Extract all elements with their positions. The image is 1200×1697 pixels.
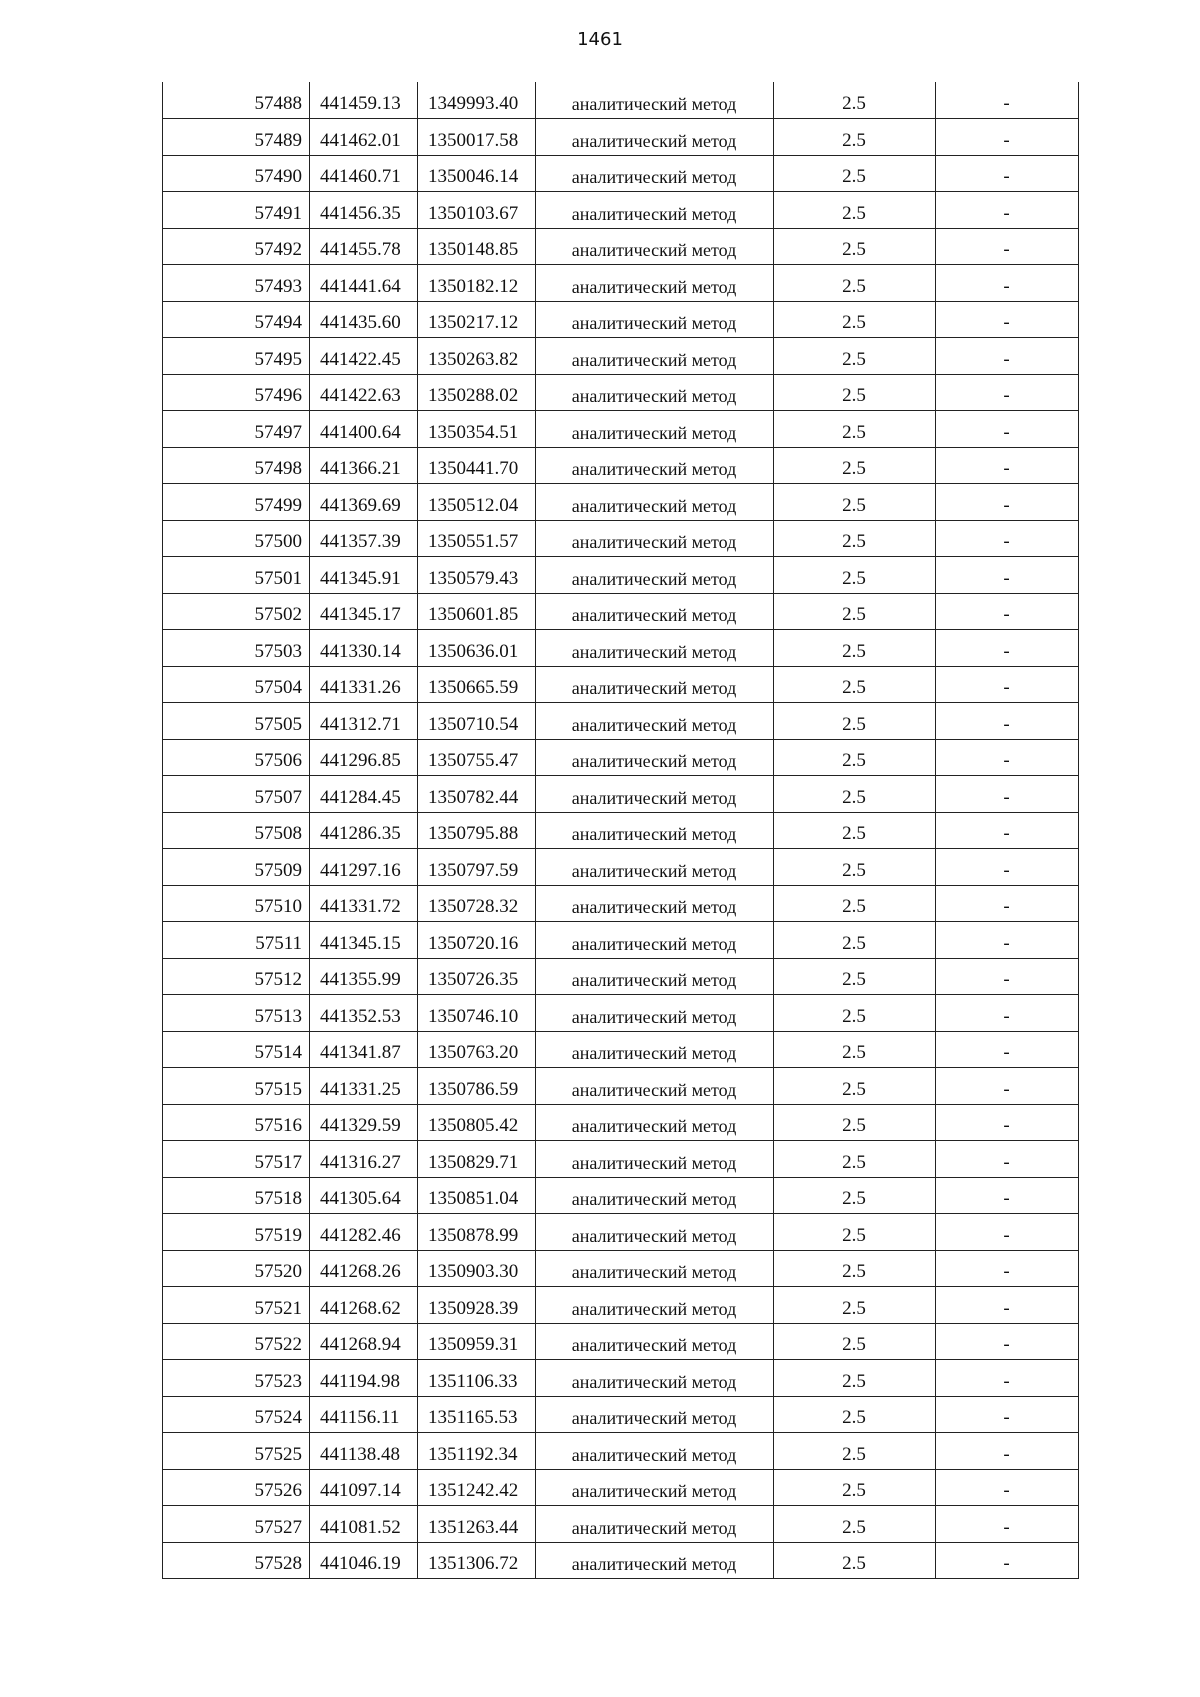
method-cell: аналитический метод	[536, 192, 774, 229]
x-coordinate-cell: 441331.72	[310, 885, 418, 922]
y-coordinate-cell: 1350217.12	[418, 301, 536, 338]
note-cell: -	[936, 995, 1079, 1032]
table-row	[163, 1396, 1079, 1433]
note-cell: -	[936, 1469, 1079, 1506]
point-number-cell: 57491	[163, 192, 310, 229]
accuracy-cell: 2.5	[774, 630, 936, 667]
y-coordinate-cell: 1350710.54	[418, 703, 536, 740]
table-row	[163, 1031, 1079, 1068]
accuracy-cell: 2.5	[774, 885, 936, 922]
table-row	[163, 301, 1079, 338]
y-coordinate-cell: 1349993.40	[418, 82, 536, 119]
method-cell: аналитический метод	[536, 703, 774, 740]
method-cell: аналитический метод	[536, 338, 774, 375]
note-cell: -	[936, 265, 1079, 302]
point-number-cell: 57525	[163, 1433, 310, 1470]
point-number-cell: 57516	[163, 1104, 310, 1141]
note-cell: -	[936, 1323, 1079, 1360]
point-number-cell: 57492	[163, 228, 310, 265]
method-cell: аналитический метод	[536, 1433, 774, 1470]
note-cell: -	[936, 703, 1079, 740]
y-coordinate-cell: 1350763.20	[418, 1031, 536, 1068]
point-number-cell: 57520	[163, 1250, 310, 1287]
point-number-cell: 57524	[163, 1396, 310, 1433]
point-number-cell: 57518	[163, 1177, 310, 1214]
accuracy-cell: 2.5	[774, 557, 936, 594]
table-row	[163, 1323, 1079, 1360]
note-cell: -	[936, 1433, 1079, 1470]
method-cell: аналитический метод	[536, 1031, 774, 1068]
y-coordinate-cell: 1350782.44	[418, 776, 536, 813]
point-number-cell: 57488	[163, 82, 310, 119]
method-cell: аналитический метод	[536, 447, 774, 484]
accuracy-cell: 2.5	[774, 739, 936, 776]
table-row	[163, 1433, 1079, 1470]
accuracy-cell: 2.5	[774, 1214, 936, 1251]
note-cell: -	[936, 119, 1079, 156]
note-cell: -	[936, 411, 1079, 448]
table-row	[163, 192, 1079, 229]
y-coordinate-cell: 1350551.57	[418, 520, 536, 557]
x-coordinate-cell: 441296.85	[310, 739, 418, 776]
table-row	[163, 1104, 1079, 1141]
x-coordinate-cell: 441046.19	[310, 1542, 418, 1579]
point-number-cell: 57523	[163, 1360, 310, 1397]
point-number-cell: 57511	[163, 922, 310, 959]
note-cell: -	[936, 812, 1079, 849]
x-coordinate-cell: 441345.91	[310, 557, 418, 594]
point-number-cell: 57504	[163, 666, 310, 703]
method-cell: аналитический метод	[536, 82, 774, 119]
accuracy-cell: 2.5	[774, 1469, 936, 1506]
x-coordinate-cell: 441456.35	[310, 192, 418, 229]
y-coordinate-cell: 1351106.33	[418, 1360, 536, 1397]
accuracy-cell: 2.5	[774, 1068, 936, 1105]
accuracy-cell: 2.5	[774, 1141, 936, 1178]
table-row	[163, 776, 1079, 813]
table-row	[163, 557, 1079, 594]
accuracy-cell: 2.5	[774, 1031, 936, 1068]
y-coordinate-cell: 1350878.99	[418, 1214, 536, 1251]
table-row	[163, 922, 1079, 959]
accuracy-cell: 2.5	[774, 374, 936, 411]
y-coordinate-cell: 1350354.51	[418, 411, 536, 448]
x-coordinate-cell: 441268.94	[310, 1323, 418, 1360]
y-coordinate-cell: 1350829.71	[418, 1141, 536, 1178]
point-number-cell: 57495	[163, 338, 310, 375]
x-coordinate-cell: 441097.14	[310, 1469, 418, 1506]
method-cell: аналитический метод	[536, 520, 774, 557]
method-cell: аналитический метод	[536, 666, 774, 703]
y-coordinate-cell: 1350103.67	[418, 192, 536, 229]
accuracy-cell: 2.5	[774, 338, 936, 375]
point-number-cell: 57522	[163, 1323, 310, 1360]
note-cell: -	[936, 922, 1079, 959]
method-cell: аналитический метод	[536, 1396, 774, 1433]
x-coordinate-cell: 441459.13	[310, 82, 418, 119]
note-cell: -	[936, 301, 1079, 338]
table-row	[163, 885, 1079, 922]
y-coordinate-cell: 1350805.42	[418, 1104, 536, 1141]
method-cell: аналитический метод	[536, 228, 774, 265]
note-cell: -	[936, 1396, 1079, 1433]
x-coordinate-cell: 441345.15	[310, 922, 418, 959]
method-cell: аналитический метод	[536, 557, 774, 594]
x-coordinate-cell: 441422.63	[310, 374, 418, 411]
method-cell: аналитический метод	[536, 630, 774, 667]
point-number-cell: 57512	[163, 958, 310, 995]
accuracy-cell: 2.5	[774, 301, 936, 338]
y-coordinate-cell: 1350601.85	[418, 593, 536, 630]
y-coordinate-cell: 1350959.31	[418, 1323, 536, 1360]
point-number-cell: 57500	[163, 520, 310, 557]
table-row	[163, 1214, 1079, 1251]
x-coordinate-cell: 441460.71	[310, 155, 418, 192]
point-number-cell: 57496	[163, 374, 310, 411]
x-coordinate-cell: 441330.14	[310, 630, 418, 667]
note-cell: -	[936, 593, 1079, 630]
x-coordinate-cell: 441312.71	[310, 703, 418, 740]
note-cell: -	[936, 776, 1079, 813]
x-coordinate-cell: 441441.64	[310, 265, 418, 302]
x-coordinate-cell: 441194.98	[310, 1360, 418, 1397]
x-coordinate-cell: 441284.45	[310, 776, 418, 813]
note-cell: -	[936, 374, 1079, 411]
y-coordinate-cell: 1350720.16	[418, 922, 536, 959]
method-cell: аналитический метод	[536, 411, 774, 448]
note-cell: -	[936, 155, 1079, 192]
accuracy-cell: 2.5	[774, 812, 936, 849]
point-number-cell: 57489	[163, 119, 310, 156]
table-row	[163, 593, 1079, 630]
accuracy-cell: 2.5	[774, 265, 936, 302]
note-cell: -	[936, 958, 1079, 995]
table-row	[163, 520, 1079, 557]
point-number-cell: 57498	[163, 447, 310, 484]
point-number-cell: 57507	[163, 776, 310, 813]
table-row	[163, 338, 1079, 375]
x-coordinate-cell: 441297.16	[310, 849, 418, 886]
x-coordinate-cell: 441435.60	[310, 301, 418, 338]
note-cell: -	[936, 82, 1079, 119]
x-coordinate-cell: 441462.01	[310, 119, 418, 156]
method-cell: аналитический метод	[536, 119, 774, 156]
y-coordinate-cell: 1350746.10	[418, 995, 536, 1032]
point-number-cell: 57527	[163, 1506, 310, 1543]
note-cell: -	[936, 1214, 1079, 1251]
y-coordinate-cell: 1350755.47	[418, 739, 536, 776]
method-cell: аналитический метод	[536, 1542, 774, 1579]
note-cell: -	[936, 520, 1079, 557]
point-number-cell: 57497	[163, 411, 310, 448]
accuracy-cell: 2.5	[774, 155, 936, 192]
point-number-cell: 57499	[163, 484, 310, 521]
table-row	[163, 82, 1079, 119]
accuracy-cell: 2.5	[774, 119, 936, 156]
table-row	[163, 739, 1079, 776]
x-coordinate-cell: 441329.59	[310, 1104, 418, 1141]
x-coordinate-cell: 441268.62	[310, 1287, 418, 1324]
table-row	[163, 1068, 1079, 1105]
point-number-cell: 57515	[163, 1068, 310, 1105]
y-coordinate-cell: 1350579.43	[418, 557, 536, 594]
table-row	[163, 666, 1079, 703]
method-cell: аналитический метод	[536, 812, 774, 849]
point-number-cell: 57490	[163, 155, 310, 192]
y-coordinate-cell: 1350928.39	[418, 1287, 536, 1324]
x-coordinate-cell: 441331.26	[310, 666, 418, 703]
method-cell: аналитический метод	[536, 922, 774, 959]
method-cell: аналитический метод	[536, 155, 774, 192]
note-cell: -	[936, 484, 1079, 521]
y-coordinate-cell: 1350182.12	[418, 265, 536, 302]
method-cell: аналитический метод	[536, 1177, 774, 1214]
x-coordinate-cell: 441282.46	[310, 1214, 418, 1251]
method-cell: аналитический метод	[536, 1323, 774, 1360]
x-coordinate-cell: 441357.39	[310, 520, 418, 557]
method-cell: аналитический метод	[536, 484, 774, 521]
table-row	[163, 265, 1079, 302]
table-row	[163, 630, 1079, 667]
coordinates-table	[162, 82, 1079, 1579]
accuracy-cell: 2.5	[774, 1506, 936, 1543]
method-cell: аналитический метод	[536, 1141, 774, 1178]
note-cell: -	[936, 1068, 1079, 1105]
accuracy-cell: 2.5	[774, 520, 936, 557]
point-number-cell: 57503	[163, 630, 310, 667]
x-coordinate-cell: 441156.11	[310, 1396, 418, 1433]
point-number-cell: 57501	[163, 557, 310, 594]
table-row	[163, 119, 1079, 156]
y-coordinate-cell: 1350726.35	[418, 958, 536, 995]
note-cell: -	[936, 1360, 1079, 1397]
table-row	[163, 849, 1079, 886]
method-cell: аналитический метод	[536, 885, 774, 922]
method-cell: аналитический метод	[536, 1287, 774, 1324]
y-coordinate-cell: 1350851.04	[418, 1177, 536, 1214]
method-cell: аналитический метод	[536, 958, 774, 995]
point-number-cell: 57513	[163, 995, 310, 1032]
point-number-cell: 57494	[163, 301, 310, 338]
accuracy-cell: 2.5	[774, 447, 936, 484]
x-coordinate-cell: 441352.53	[310, 995, 418, 1032]
accuracy-cell: 2.5	[774, 192, 936, 229]
y-coordinate-cell: 1350795.88	[418, 812, 536, 849]
note-cell: -	[936, 849, 1079, 886]
accuracy-cell: 2.5	[774, 1542, 936, 1579]
accuracy-cell: 2.5	[774, 849, 936, 886]
y-coordinate-cell: 1350728.32	[418, 885, 536, 922]
accuracy-cell: 2.5	[774, 776, 936, 813]
x-coordinate-cell: 441286.35	[310, 812, 418, 849]
note-cell: -	[936, 1250, 1079, 1287]
table-body	[163, 82, 1079, 1579]
method-cell: аналитический метод	[536, 1506, 774, 1543]
point-number-cell: 57514	[163, 1031, 310, 1068]
y-coordinate-cell: 1350263.82	[418, 338, 536, 375]
method-cell: аналитический метод	[536, 265, 774, 302]
note-cell: -	[936, 1104, 1079, 1141]
x-coordinate-cell: 441341.87	[310, 1031, 418, 1068]
method-cell: аналитический метод	[536, 374, 774, 411]
x-coordinate-cell: 441268.26	[310, 1250, 418, 1287]
table-row	[163, 1469, 1079, 1506]
accuracy-cell: 2.5	[774, 1177, 936, 1214]
point-number-cell: 57526	[163, 1469, 310, 1506]
note-cell: -	[936, 228, 1079, 265]
method-cell: аналитический метод	[536, 995, 774, 1032]
accuracy-cell: 2.5	[774, 1396, 936, 1433]
accuracy-cell: 2.5	[774, 995, 936, 1032]
y-coordinate-cell: 1350046.14	[418, 155, 536, 192]
y-coordinate-cell: 1351242.42	[418, 1469, 536, 1506]
note-cell: -	[936, 557, 1079, 594]
point-number-cell: 57519	[163, 1214, 310, 1251]
method-cell: аналитический метод	[536, 1214, 774, 1251]
y-coordinate-cell: 1350512.04	[418, 484, 536, 521]
x-coordinate-cell: 441331.25	[310, 1068, 418, 1105]
method-cell: аналитический метод	[536, 776, 774, 813]
y-coordinate-cell: 1350636.01	[418, 630, 536, 667]
table-row	[163, 1250, 1079, 1287]
method-cell: аналитический метод	[536, 739, 774, 776]
method-cell: аналитический метод	[536, 1360, 774, 1397]
accuracy-cell: 2.5	[774, 82, 936, 119]
y-coordinate-cell: 1350665.59	[418, 666, 536, 703]
accuracy-cell: 2.5	[774, 703, 936, 740]
accuracy-cell: 2.5	[774, 1360, 936, 1397]
note-cell: -	[936, 630, 1079, 667]
x-coordinate-cell: 441305.64	[310, 1177, 418, 1214]
method-cell: аналитический метод	[536, 1469, 774, 1506]
x-coordinate-cell: 441366.21	[310, 447, 418, 484]
x-coordinate-cell: 441316.27	[310, 1141, 418, 1178]
y-coordinate-cell: 1350903.30	[418, 1250, 536, 1287]
point-number-cell: 57509	[163, 849, 310, 886]
note-cell: -	[936, 1141, 1079, 1178]
table-row	[163, 447, 1079, 484]
table-row	[163, 995, 1079, 1032]
note-cell: -	[936, 1287, 1079, 1324]
note-cell: -	[936, 1031, 1079, 1068]
accuracy-cell: 2.5	[774, 1433, 936, 1470]
note-cell: -	[936, 885, 1079, 922]
y-coordinate-cell: 1351192.34	[418, 1433, 536, 1470]
table-row	[163, 1506, 1079, 1543]
page-number: 1461	[577, 29, 623, 50]
table-row	[163, 374, 1079, 411]
y-coordinate-cell: 1351306.72	[418, 1542, 536, 1579]
table-row	[163, 155, 1079, 192]
table-row	[163, 1360, 1079, 1397]
method-cell: аналитический метод	[536, 849, 774, 886]
accuracy-cell: 2.5	[774, 1250, 936, 1287]
table-row	[163, 1287, 1079, 1324]
y-coordinate-cell: 1350288.02	[418, 374, 536, 411]
y-coordinate-cell: 1351263.44	[418, 1506, 536, 1543]
method-cell: аналитический метод	[536, 301, 774, 338]
y-coordinate-cell: 1350441.70	[418, 447, 536, 484]
accuracy-cell: 2.5	[774, 411, 936, 448]
x-coordinate-cell: 441400.64	[310, 411, 418, 448]
x-coordinate-cell: 441369.69	[310, 484, 418, 521]
point-number-cell: 57508	[163, 812, 310, 849]
table-row	[163, 1542, 1079, 1579]
accuracy-cell: 2.5	[774, 1323, 936, 1360]
point-number-cell: 57493	[163, 265, 310, 302]
method-cell: аналитический метод	[536, 1250, 774, 1287]
table-row	[163, 484, 1079, 521]
note-cell: -	[936, 192, 1079, 229]
table-row	[163, 1141, 1079, 1178]
y-coordinate-cell: 1350017.58	[418, 119, 536, 156]
y-coordinate-cell: 1350786.59	[418, 1068, 536, 1105]
table-row	[163, 411, 1079, 448]
accuracy-cell: 2.5	[774, 228, 936, 265]
point-number-cell: 57506	[163, 739, 310, 776]
accuracy-cell: 2.5	[774, 484, 936, 521]
note-cell: -	[936, 739, 1079, 776]
accuracy-cell: 2.5	[774, 1104, 936, 1141]
note-cell: -	[936, 1542, 1079, 1579]
point-number-cell: 57502	[163, 593, 310, 630]
accuracy-cell: 2.5	[774, 958, 936, 995]
table-row	[163, 812, 1079, 849]
x-coordinate-cell: 441455.78	[310, 228, 418, 265]
method-cell: аналитический метод	[536, 593, 774, 630]
note-cell: -	[936, 666, 1079, 703]
x-coordinate-cell: 441138.48	[310, 1433, 418, 1470]
table-row	[163, 703, 1079, 740]
accuracy-cell: 2.5	[774, 1287, 936, 1324]
accuracy-cell: 2.5	[774, 593, 936, 630]
point-number-cell: 57517	[163, 1141, 310, 1178]
table-row	[163, 958, 1079, 995]
x-coordinate-cell: 441422.45	[310, 338, 418, 375]
method-cell: аналитический метод	[536, 1104, 774, 1141]
y-coordinate-cell: 1350797.59	[418, 849, 536, 886]
point-number-cell: 57528	[163, 1542, 310, 1579]
point-number-cell: 57521	[163, 1287, 310, 1324]
x-coordinate-cell: 441355.99	[310, 958, 418, 995]
accuracy-cell: 2.5	[774, 922, 936, 959]
accuracy-cell: 2.5	[774, 666, 936, 703]
note-cell: -	[936, 447, 1079, 484]
note-cell: -	[936, 338, 1079, 375]
table-row	[163, 1177, 1079, 1214]
x-coordinate-cell: 441081.52	[310, 1506, 418, 1543]
point-number-cell: 57505	[163, 703, 310, 740]
note-cell: -	[936, 1177, 1079, 1214]
table-row	[163, 228, 1079, 265]
y-coordinate-cell: 1351165.53	[418, 1396, 536, 1433]
point-number-cell: 57510	[163, 885, 310, 922]
x-coordinate-cell: 441345.17	[310, 593, 418, 630]
y-coordinate-cell: 1350148.85	[418, 228, 536, 265]
note-cell: -	[936, 1506, 1079, 1543]
method-cell: аналитический метод	[536, 1068, 774, 1105]
